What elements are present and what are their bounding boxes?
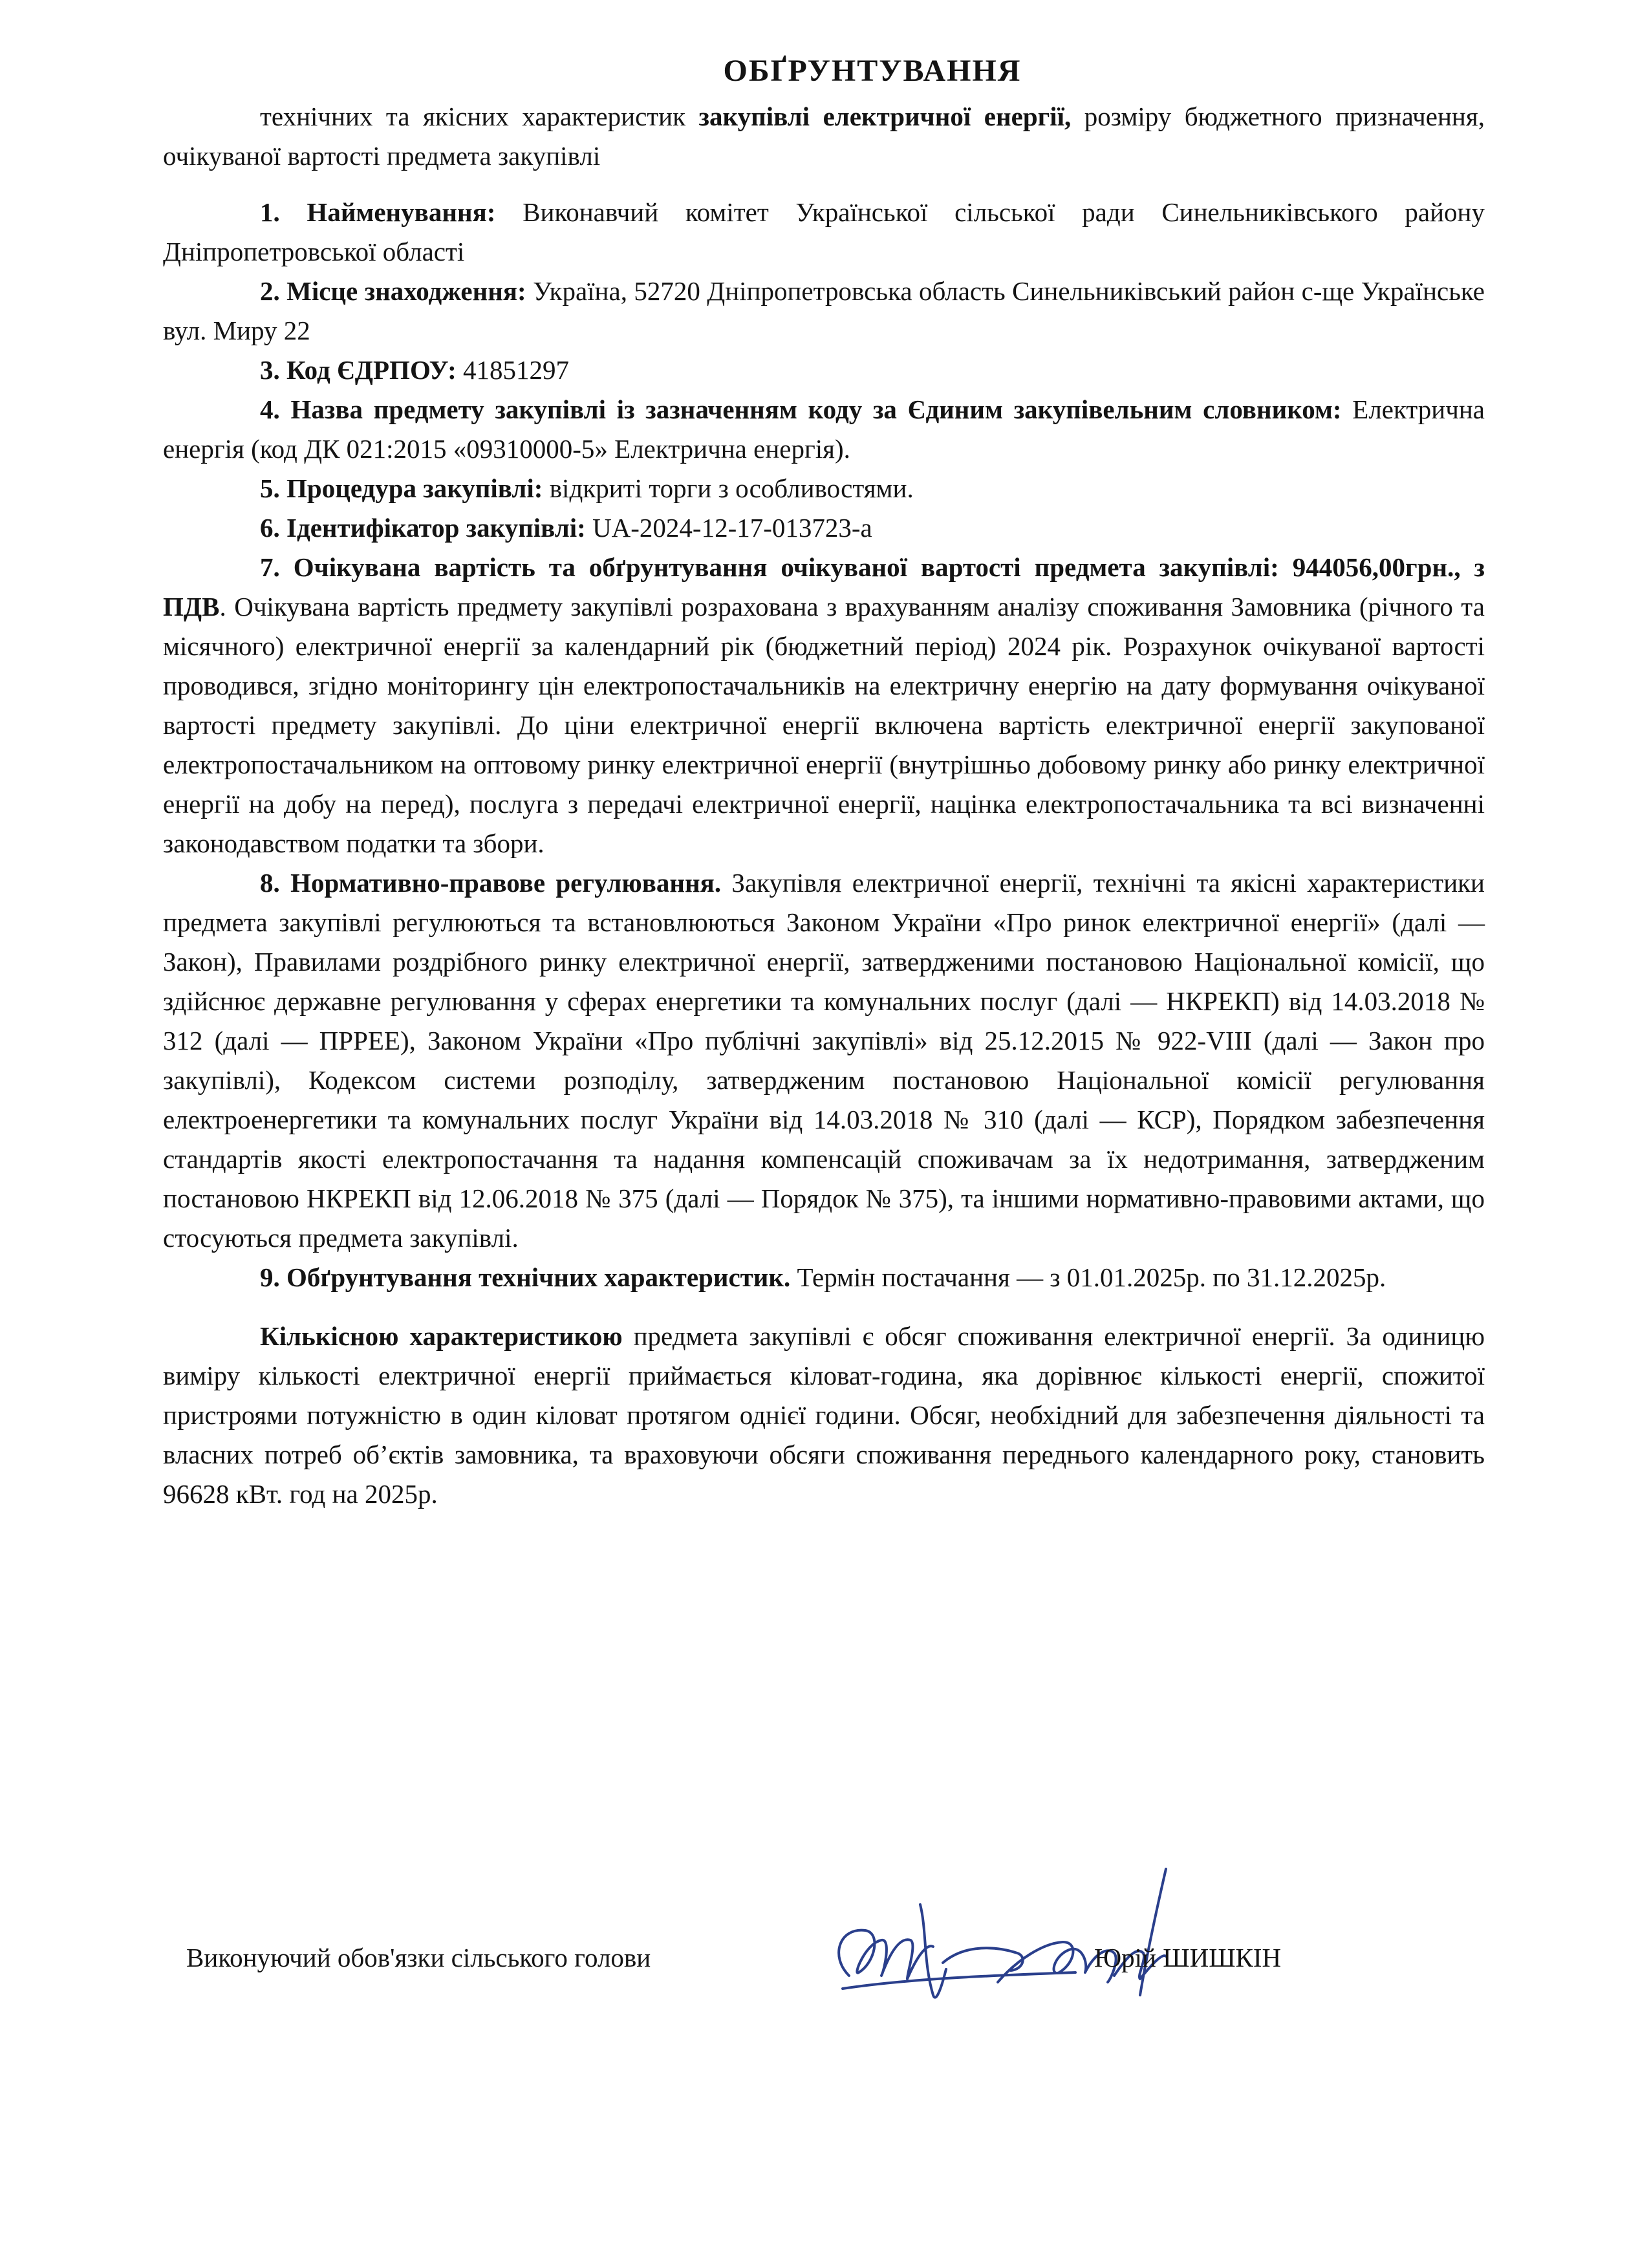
signatory-position: Виконуючий обов'язки сільського голови [186, 1943, 651, 1972]
item-label: 5. Процедура закупівлі: [260, 473, 543, 503]
signatory-name: Юрій ШИШКІН [1094, 1943, 1282, 1972]
document-body [163, 45, 1485, 1514]
item-text: Термін постачання — з 01.01.2025р. по 31.12.2025р. [790, 1262, 1386, 1292]
subtitle-post: розміру бюджетного призначення, очікуваної вартості предмета закупівлі [163, 102, 1485, 171]
item-text: UA-2024-12-17-013723-a [585, 513, 872, 543]
item-location [163, 272, 1485, 351]
item-label: 1. Найменування: [260, 197, 496, 227]
quantity-label: Кількісною характеристикою [260, 1321, 623, 1351]
item-text: . Очікувана вартість предмету закупівлі розрахована з врахуванням аналізу споживання Замовника (річного та місячного) електричної енергії за календарний рік (бюджетний період) 2024 рік. Розрахунок очікуваної вартості проводився, згідно моніторингу цін електропостачальників на електричну енергію на дату формування очікуваної вартості предмету закупівлі. До ціни електричної енергії включена вартість електричної енергії закупованої електропостачальником на оптовому ринку електричної енергії (внутрішньо добовому ринку або ринку електричної енергії на добу на перед), послуга з передачі електричної енергії, націнка електропостачальника та всі визначенні законодавством податки та збори. [163, 592, 1485, 858]
item-label: 9. Обґрунтування технічних характеристик. [260, 1262, 791, 1292]
item-label: 4. Назва предмету закупівлі із зазначенням коду за Єдиним закупівельним словником: [260, 394, 1342, 424]
item-text: відкриті торги з особливостями. [543, 473, 914, 503]
item-label: 2. Місце знаходження: [260, 276, 526, 306]
document-title: ОБҐРУНТУВАННЯ [723, 54, 1022, 88]
document-subtitle [163, 97, 1485, 176]
item-identifier [163, 508, 1485, 548]
item-label: 6. Ідентифікатор закупівлі: [260, 513, 586, 543]
item-procedure [163, 469, 1485, 508]
item-expected-cost [163, 548, 1485, 863]
item-label: 3. Код ЄДРПОУ: [260, 355, 457, 385]
subtitle-bold: закупівлі електричної енергії, [698, 102, 1072, 131]
item-regulation [163, 863, 1485, 1258]
item-technical-justification [163, 1258, 1485, 1297]
item-label: 8. Нормативно-правове регулювання. [260, 868, 722, 898]
item-text: 41851297 [456, 355, 569, 385]
signature-block [186, 1866, 1350, 2060]
item-text: Україна, 52720 Дніпропетровська область Синельниківський район с-ще Українське вул. Миру 22 [163, 276, 1485, 345]
item-name [163, 193, 1485, 272]
quantity-text: предмета закупівлі є обсяг споживання електричної енергії. За одиницю виміру кількості електричної енергії приймається кіловат-година, яка дорівнює кількості енергії, спожитої пристроями потужністю в один кіловат протягом однієї години. Обсяг, необхідний для забезпечення діяльності та власних потреб об’єктів замовника, та враховуючи обсяги споживання переднього календарного року, становить 96628 кВт. год на 2025р. [163, 1321, 1485, 1509]
item-text: Електрична енергія (код ДК 021:2015 «09310000-5» Електрична енергія). [163, 394, 1485, 464]
item-label: 7. Очікувана вартість та обґрунтування очікуваної вартості предмета закупівлі: 944056,00грн., з ПДВ [163, 552, 1485, 621]
subtitle-pre: технічних та якісних характеристик [260, 102, 699, 131]
item-text: Закупівля електричної енергії, технічні та якісні характеристики предмета закупівлі регулюються та встановлюються Законом України «Про ринок електричної енергії» (далі — Закон), Правилами роздрібного ринку електричної енергії, затвердженими постановою Національної комісії, що здійснює державне регулювання у сферах енергетики та комунальних послуг (далі — НКРЕКП) від 14.03.2018 № 312 (далі — ПРРЕЕ), Законом України «Про публічні закупівлі» від 25.12.2015 № 922-VIII (далі — Закон про закупівлі), Кодексом системи розподілу, затвердженим постановою Національної комісії регулювання електроенергетики та комунальних послуг України від 14.03.2018 № 310 (далі — КСР), Порядком забезпечення стандартів якості електропостачання та надання компенсацій споживачам за їх недотримання, затвердженим постановою НКРЕКП від 12.06.2018 № 375 (далі — Порядок № 375), та іншими нормативно-правовими актами, що стосуються предмета закупівлі. [163, 868, 1485, 1253]
item-text: Виконавчий комітет Української сільської ради Синельниківського району Дніпропетровської області [163, 197, 1485, 266]
quantity-paragraph [163, 1317, 1485, 1514]
item-subject [163, 390, 1485, 469]
item-edrpou [163, 351, 1485, 390]
